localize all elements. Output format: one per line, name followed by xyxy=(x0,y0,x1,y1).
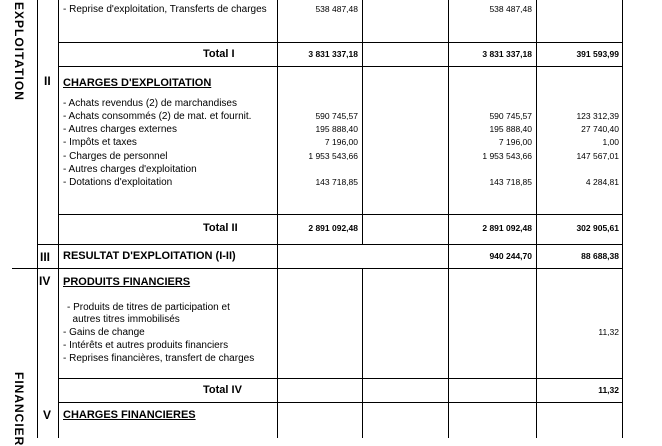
total-ii-value: 2 891 092,48 xyxy=(482,223,532,233)
section-title-produits-financiers: PRODUITS FINANCIERS xyxy=(63,276,191,288)
roman-ii: II xyxy=(44,74,51,88)
list-item: - Impôts et taxes xyxy=(63,137,137,148)
roman-v: V xyxy=(43,408,52,422)
total-i-value: 391 593,99 xyxy=(576,49,619,59)
list-item: - Autres charges d'exploitation xyxy=(63,164,197,175)
total-ii-value: 2 891 092,48 xyxy=(308,223,358,233)
cell-value: 147 567,01 xyxy=(576,151,619,161)
cell-value: 1 953 543,66 xyxy=(482,151,532,161)
row-value: 538 487,48 xyxy=(315,4,358,14)
list-item: - Dotations d'exploitation xyxy=(63,177,173,188)
section-label-exploitation: EXPLOITATION xyxy=(12,2,26,101)
section-title-charges-financieres: CHARGES FINANCIERES xyxy=(63,409,196,421)
section-title-charges-exploitation: CHARGES D'EXPLOITATION xyxy=(63,77,212,89)
cell-value: 27 740,40 xyxy=(581,124,619,134)
list-item: - Achats consommés (2) de mat. et fournit. xyxy=(63,111,252,122)
list-item: autres titres immobilisés xyxy=(67,314,180,325)
list-item: - Intérêts et autres produits financiers xyxy=(63,340,229,351)
list-item: - Autres charges externes xyxy=(63,124,177,135)
cell-value: 195 888,40 xyxy=(315,124,358,134)
cell-value: 7 196,00 xyxy=(498,137,532,147)
total-iv-value: 11,32 xyxy=(598,385,619,395)
resultat-exploitation-value: 940 244,70 xyxy=(489,251,532,261)
roman-iii: III xyxy=(40,250,51,264)
total-ii-value: 302 905,61 xyxy=(576,223,619,233)
cell-value: 1,00 xyxy=(602,137,619,147)
list-item: - Gains de change xyxy=(63,327,145,338)
cell-value: 195 888,40 xyxy=(489,124,532,134)
cell-value: 1 953 543,66 xyxy=(308,151,358,161)
cell-value: 7 196,00 xyxy=(324,137,358,147)
total-i-value: 3 831 337,18 xyxy=(482,49,532,59)
list-item: - Achats revendus (2) de marchandises xyxy=(63,98,237,109)
total-iv-label: Total IV xyxy=(203,384,242,396)
cell-value: 11,32 xyxy=(598,327,619,337)
cell-value: 143 718,85 xyxy=(489,177,532,187)
cell-value: 590 745,57 xyxy=(315,111,358,121)
total-i-value: 3 831 337,18 xyxy=(308,49,358,59)
cell-value: 123 312,39 xyxy=(576,111,619,121)
resultat-exploitation-label: RESULTAT D'EXPLOITATION (I-II) xyxy=(63,250,236,262)
roman-iv: IV xyxy=(39,274,51,288)
total-ii-label: Total II xyxy=(203,222,238,234)
row-value: 538 487,48 xyxy=(489,4,532,14)
resultat-exploitation-value: 88 688,38 xyxy=(581,251,619,261)
cell-value: 590 745,57 xyxy=(489,111,532,121)
cell-value: 4 284,81 xyxy=(585,177,619,187)
cell-value: 143 718,85 xyxy=(315,177,358,187)
total-i-label: Total I xyxy=(203,48,235,60)
list-item: - Reprises financières, transfert de charges xyxy=(63,353,255,364)
list-item: - Charges de personnel xyxy=(63,151,168,162)
list-item: - Produits de titres de participation et xyxy=(67,302,230,313)
row-label: - Reprise d'exploitation, Transferts de charges xyxy=(63,4,267,15)
section-label-financier: FINANCIER xyxy=(12,372,26,446)
